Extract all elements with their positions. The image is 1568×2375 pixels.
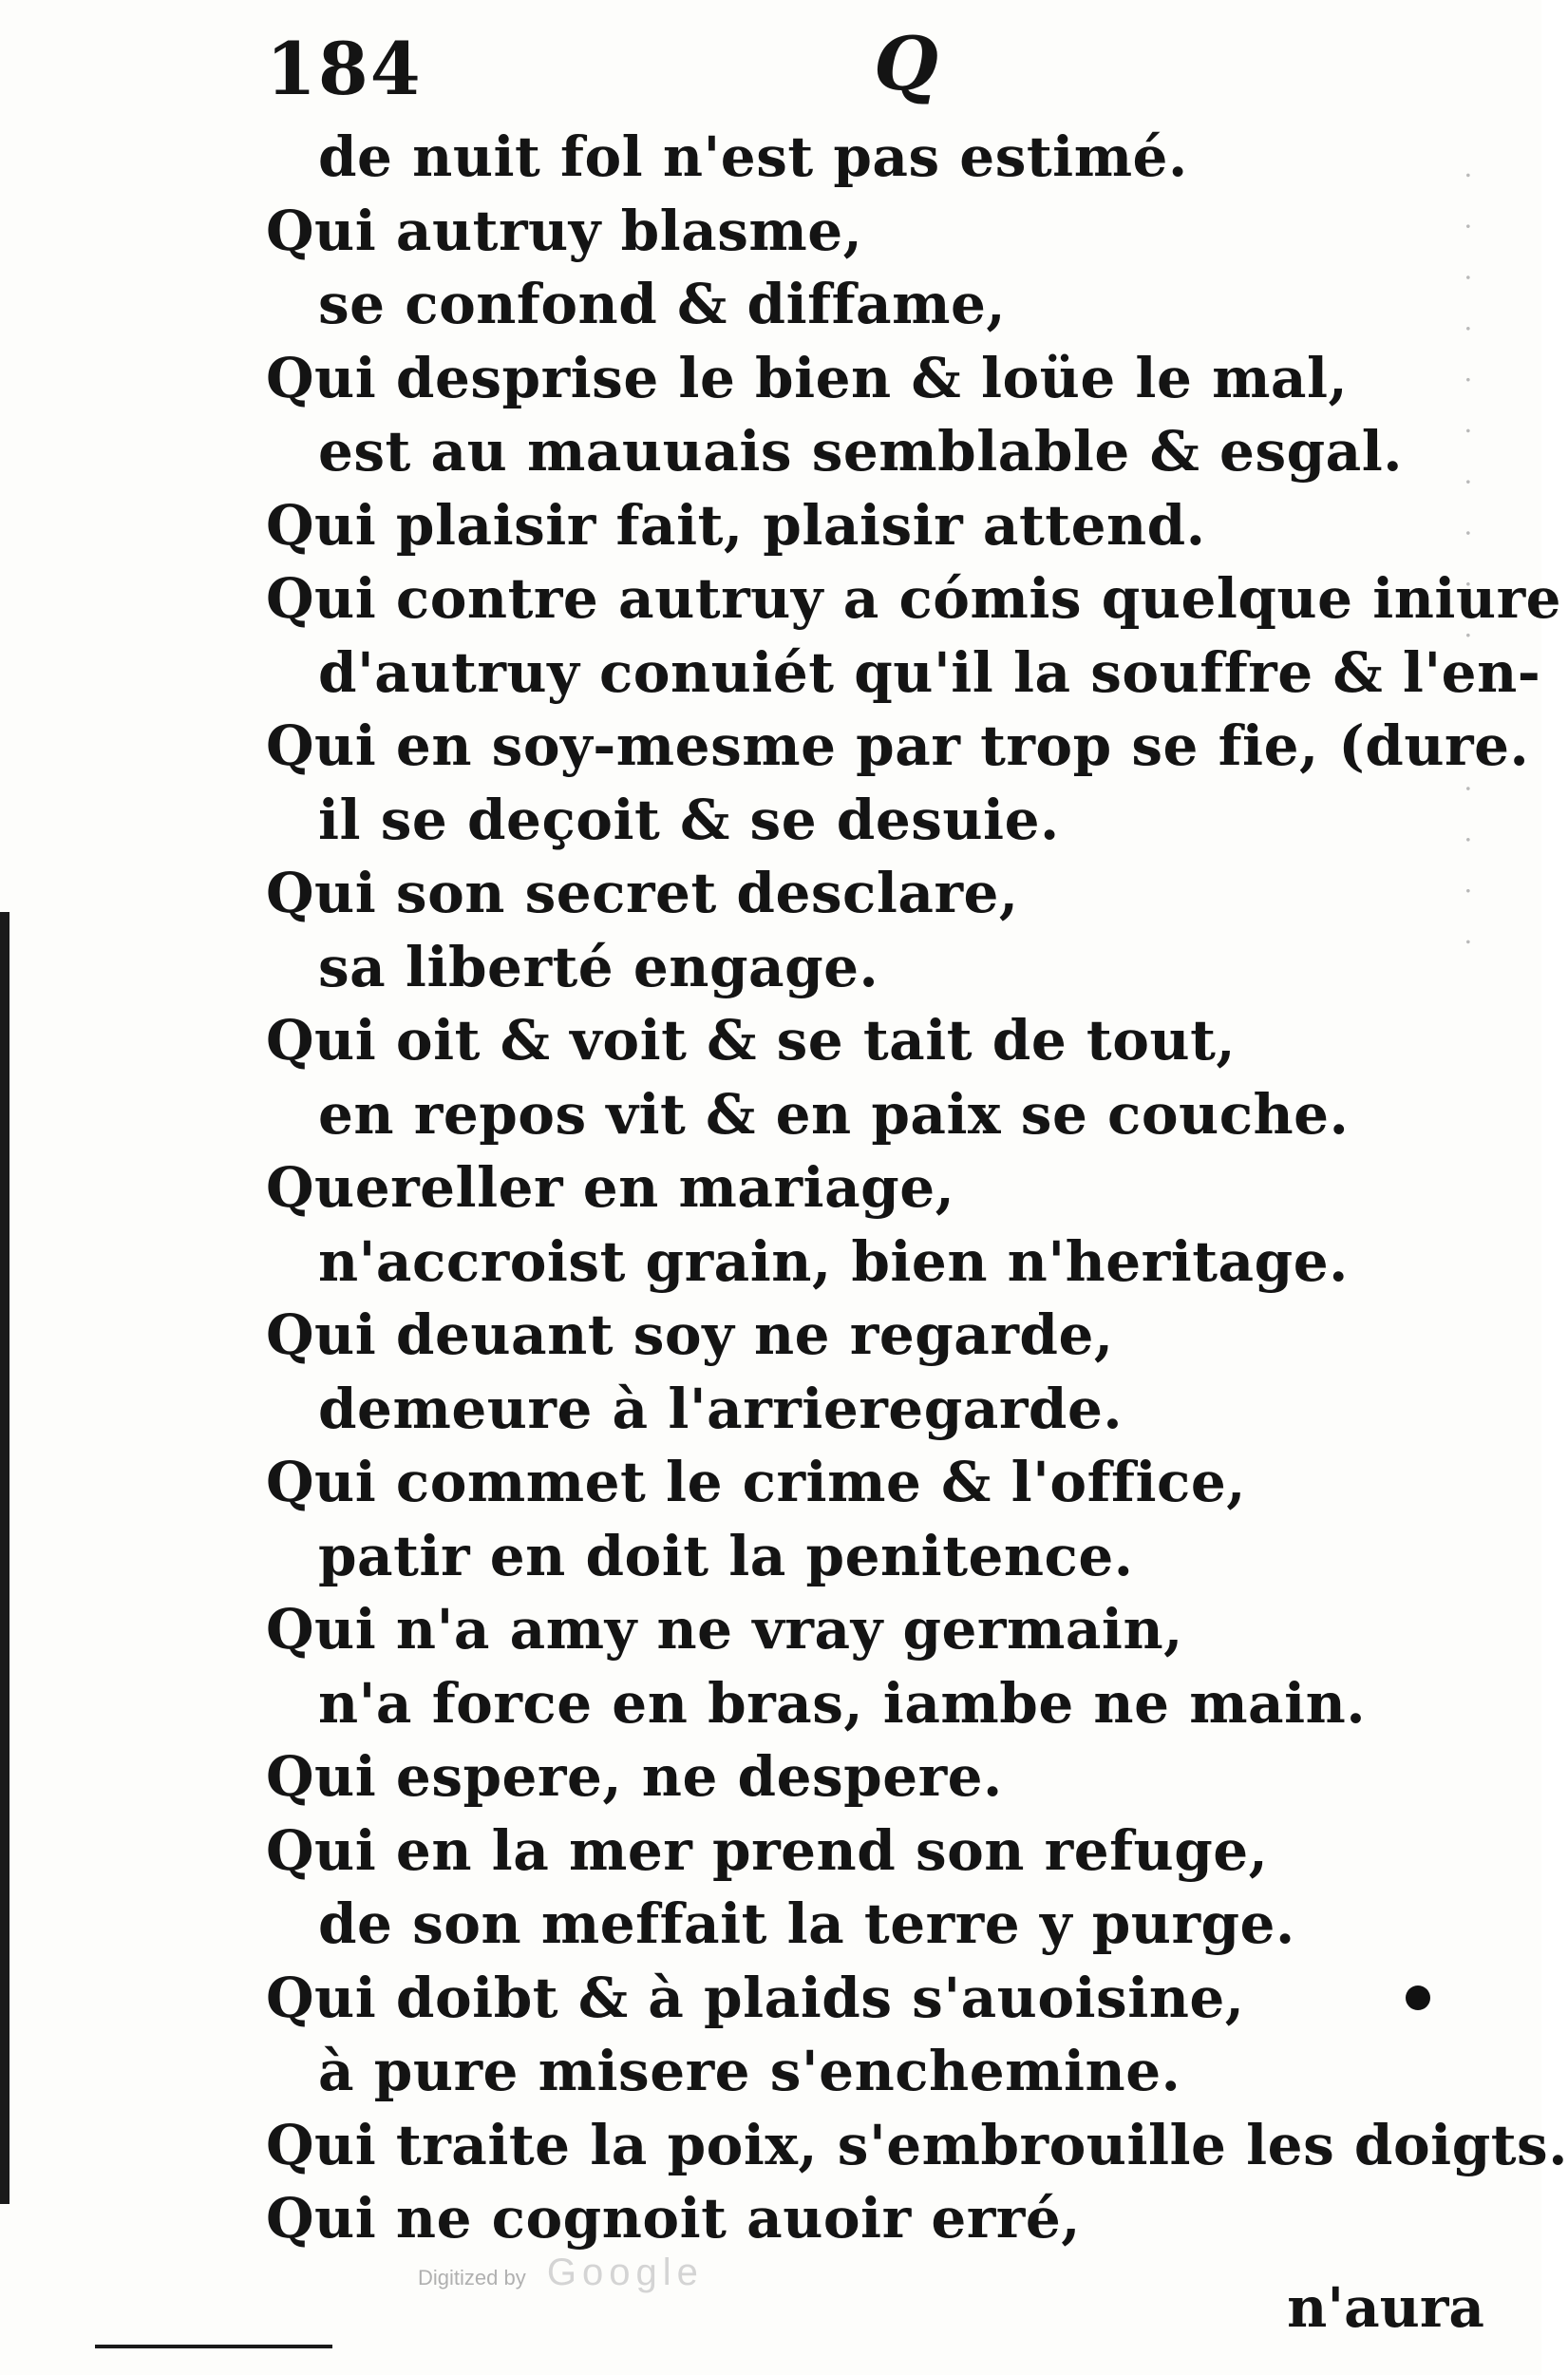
- verse-line-continuation: en repos vit & en paix se couche.: [318, 1082, 1350, 1147]
- verse-line-proverb: Qui desprise le bien & loüe le mal,: [266, 346, 1349, 410]
- verse-line-proverb: Qui plaisir fait, plaisir attend.: [266, 493, 1206, 558]
- watermark-brand: Google: [546, 2252, 704, 2293]
- verse-line-proverb: Qui ne cognoit auoir erré,: [266, 2186, 1081, 2251]
- verse-line-continuation: sa liberté engage.: [318, 935, 879, 999]
- verse-line-proverb: Qui deuant soy ne regarde,: [266, 1302, 1114, 1367]
- verse-line-proverb: Qui contre autruy a cómis quelque iniure: [266, 566, 1562, 631]
- bleed-through-text: · · · · · · · · · · · · · · · ·: [1452, 171, 1483, 963]
- verse-line-proverb: Qui autruy blasme,: [266, 199, 863, 263]
- verse-line-proverb: Qui oit & voit & se tait de tout,: [266, 1008, 1237, 1073]
- verse-line-continuation: de son meffait la terre y purge.: [318, 1891, 1295, 1956]
- bottom-rule: [95, 2345, 332, 2348]
- page-number: 184: [266, 27, 423, 111]
- verse-line-continuation: se confond & diffame,: [318, 272, 1007, 336]
- verse-line-continuation: d'autruy conuiét qu'il la souffre & l'en-: [318, 640, 1541, 705]
- verse-line-proverb: Qui son secret desclare,: [266, 861, 1019, 925]
- verse-line-continuation: est au mauuais semblable & esgal.: [318, 419, 1403, 484]
- verse-line-continuation: il se deçoit & se desuie.: [318, 788, 1060, 852]
- verse-line-continuation: n'accroist grain, bien n'heritage.: [318, 1229, 1349, 1294]
- verse-line-continuation: demeure à l'arrieregarde.: [318, 1377, 1124, 1441]
- verse-line-continuation: n'a force en bras, iambe ne main.: [318, 1671, 1367, 1736]
- ink-blot: [1406, 1986, 1430, 2010]
- verse-line-proverb: Qui n'a amy ne vray germain,: [266, 1597, 1183, 1662]
- verse-line-proverb: Qui espere, ne despere.: [266, 1744, 1003, 1809]
- verse-line-proverb: Qui en la mer prend son refuge,: [266, 1818, 1269, 1883]
- verse-line-continuation: de nuit fol n'est pas estimé.: [318, 124, 1188, 189]
- catchword: n'aura: [1287, 2275, 1484, 2340]
- binding-edge: [0, 912, 9, 2204]
- verse-line-proverb: Quereller en mariage,: [266, 1155, 955, 1220]
- digitization-watermark: [418, 2252, 704, 2294]
- page-header: [256, 21, 1301, 125]
- verse-line-proverb: Qui doibt & à plaids s'auoisine,: [266, 1966, 1245, 2030]
- verse-line-proverb: Qui commet le crime & l'office,: [266, 1450, 1246, 1514]
- running-head: Q: [874, 21, 938, 107]
- verse-line-continuation: à pure misere s'enchemine.: [318, 2039, 1181, 2103]
- watermark-label: Digitized by: [418, 2266, 526, 2290]
- verse-line-proverb: Qui traite la poix, s'embrouille les doigts.: [266, 2113, 1568, 2177]
- verse-line-proverb: Qui en soy-mesme par trop se fie, (dure.: [266, 713, 1530, 778]
- verse-line-continuation: patir en doit la penitence.: [318, 1524, 1134, 1588]
